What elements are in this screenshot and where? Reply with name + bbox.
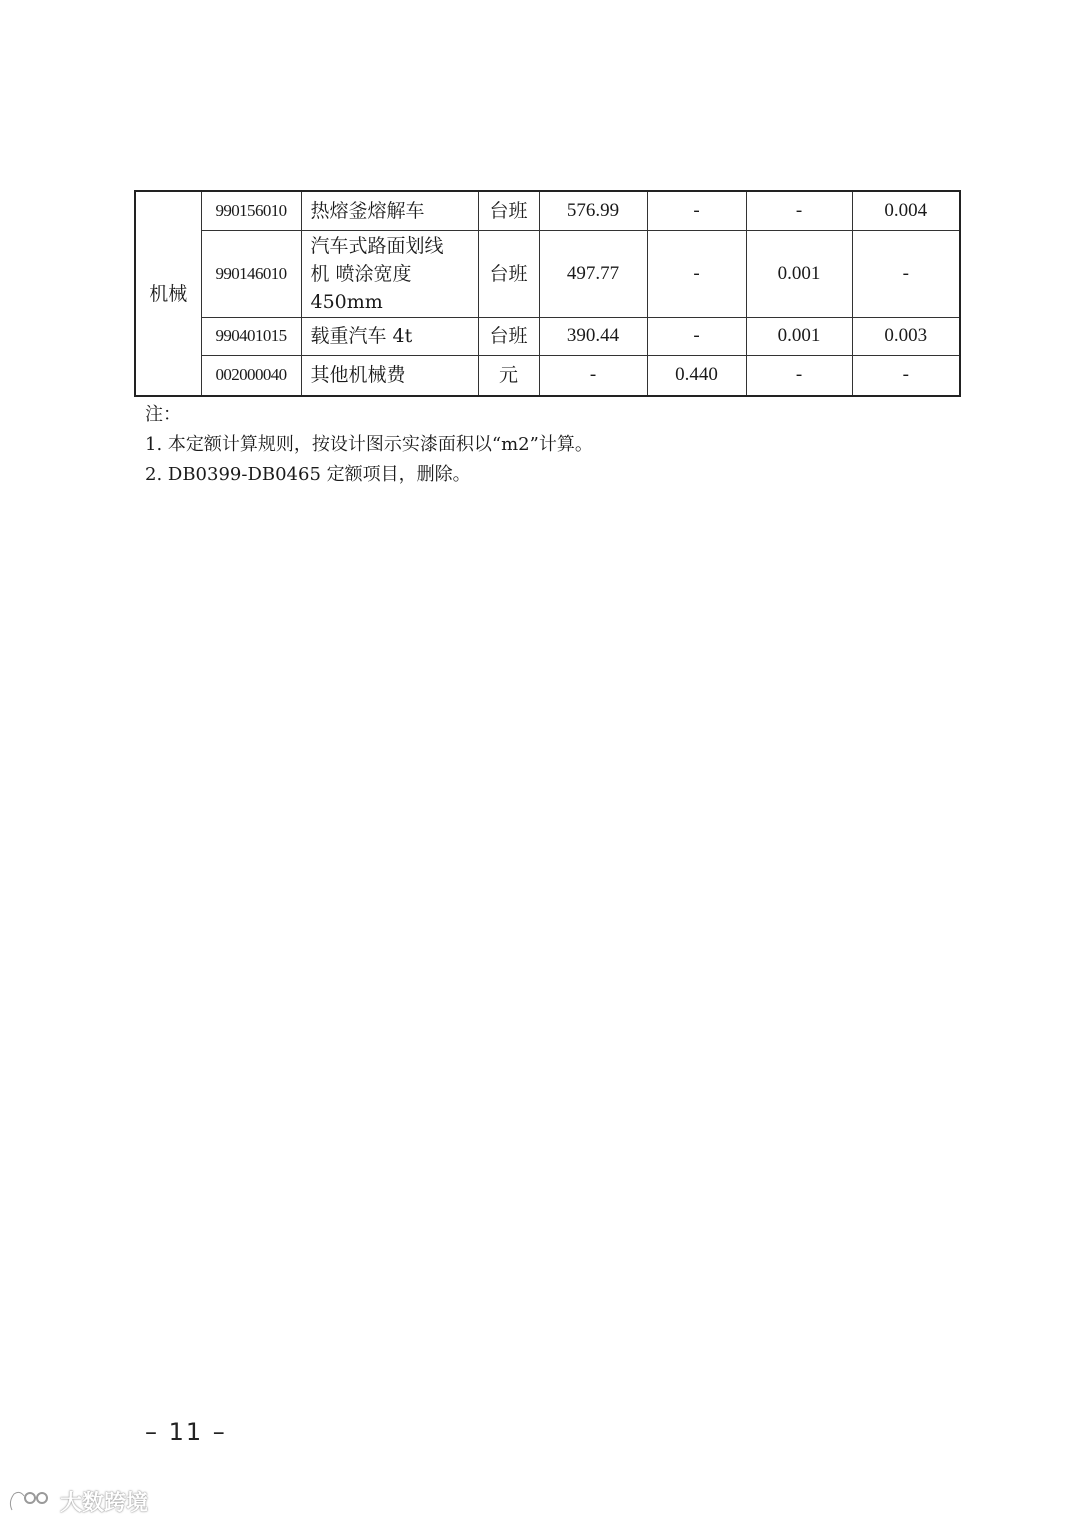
item-name-line: 机 喷涂宽度 [310,262,412,285]
table-row [135,317,960,355]
unit-price: 390.44 [539,317,647,355]
quantity-col-1: - [647,230,746,317]
table-row [135,355,960,396]
note-item: 1. 本定额计算规则，按设计图示实漆面积以“m2”计算。 [145,434,593,455]
quantity-col-2: - [746,191,852,230]
item-name-line: 450mm [310,290,383,313]
item-unit: 元 [478,355,539,396]
item-name [301,230,478,317]
item-name-line: 其他机械费 [310,364,406,387]
quantity-col-3: 0.004 [852,191,960,230]
quantity-col-2: - [746,355,852,396]
watermark-text: 大数跨境 [60,1491,149,1516]
brand-logo-icon [6,1488,54,1516]
quantity-col-1: - [647,317,746,355]
quantity-col-3: - [852,355,960,396]
item-code: 990156010 [201,191,301,230]
category-cell: 机械 [135,191,201,396]
machinery-quota-table [134,190,961,397]
quantity-col-2: 0.001 [746,317,852,355]
item-name [301,355,478,396]
item-code: 990146010 [201,230,301,317]
item-name-line: 载重汽车 4t [310,325,413,347]
item-unit: 台班 [478,230,539,317]
item-name [301,317,478,355]
item-code: 990401015 [201,317,301,355]
item-unit: 台班 [478,191,539,230]
watermark [6,1486,148,1517]
quantity-col-1: 0.440 [647,355,746,396]
quantity-col-2: 0.001 [746,230,852,317]
unit-price: 576.99 [539,191,647,230]
item-name [301,191,478,230]
note-item: 2. DB0399-DB0465 定额项目，删除。 [145,464,471,485]
unit-price: 497.77 [539,230,647,317]
unit-price: - [539,355,647,396]
notes-heading: 注： [145,404,181,425]
item-code: 002000040 [201,355,301,396]
quantity-col-3: 0.003 [852,317,960,355]
item-name-line: 热熔釜熔解车 [310,199,425,222]
table-row [135,191,960,230]
page-number: – 11 – [145,1418,227,1446]
quantity-col-1: - [647,191,746,230]
item-unit: 台班 [478,317,539,355]
notes-section [145,400,593,490]
item-name-line: 汽车式路面划线 [310,234,444,257]
table-row [135,230,960,317]
quantity-col-3: - [852,230,960,317]
